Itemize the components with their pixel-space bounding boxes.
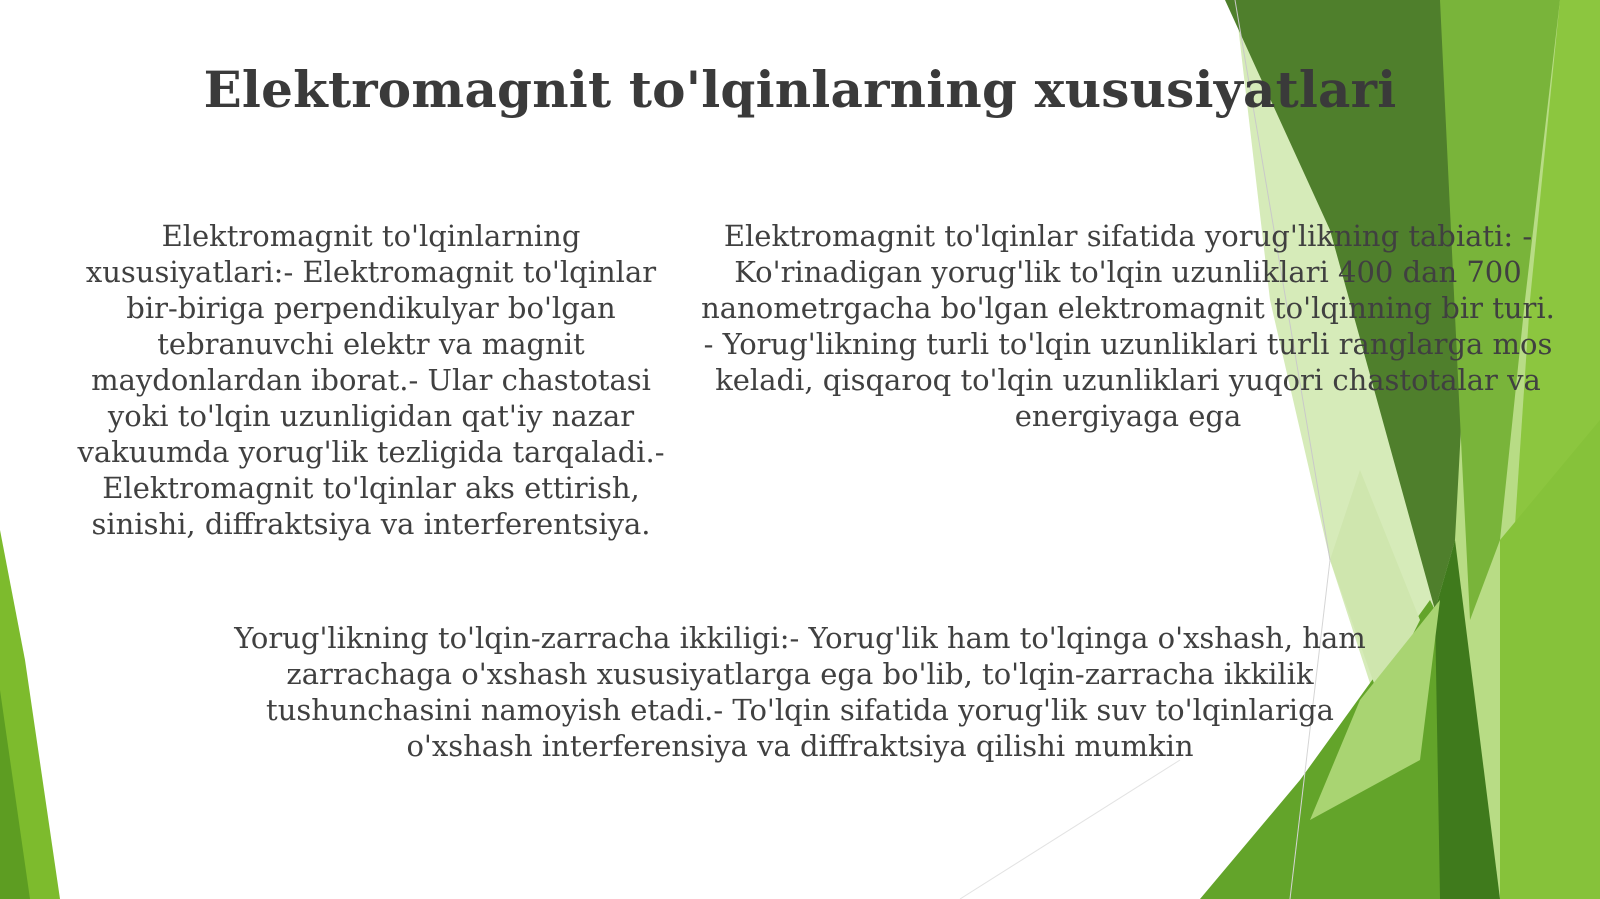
right-paragraph: Elektromagnit to'lqinlar sifatida yorug'likning tabiati: - Ko'rinadigan yorug'lik to'lqin uzunliklari 400 dan 700 nanometrgacha bo'lgan elektromagnit to'lqinning bir turi. - Yorug'likning turli to'lqin uzunliklari turli ranglarga mos keladi, qisqaroq to'lqin uzunliklari yuqori chastotalar va energiyaga ega [701,219,1555,433]
slide-title: Elektromagnit to'lqinlarning xususiyatlari [203,60,1397,119]
left-paragraph: Elektromagnit to'lqinlarning xususiyatlari:- Elektromagnit to'lqinlar bir-biriga perpendikulyar bo'lgan tebranuvchi elektr va magnit maydonlardan iborat.- Ular chastotasi yoki to'lqin uzunligidan qat'iy nazar vakuumda yorug'lik tezligida tarqaladi.- Elektromagnit to'lqinlar aks ettirish, sinishi, diffraktsiya va interferentsiya. [77,219,665,541]
faint-line-3 [960,760,1180,899]
bottom-paragraph: Yorug'likning to'lqin-zarracha ikkiligi:- Yorug'lik ham to'lqinga o'xshash, ham zarrachaga o'xshash xususiyatlarga ega bo'lib, to'lqin-zarracha ikkilik tushunchasini namoyish etadi.- To'lqin sifatida yorug'lik suv to'lqinlariga o'xshash interferensiya va diffraktsiya qilishi mumkin [234,621,1366,763]
